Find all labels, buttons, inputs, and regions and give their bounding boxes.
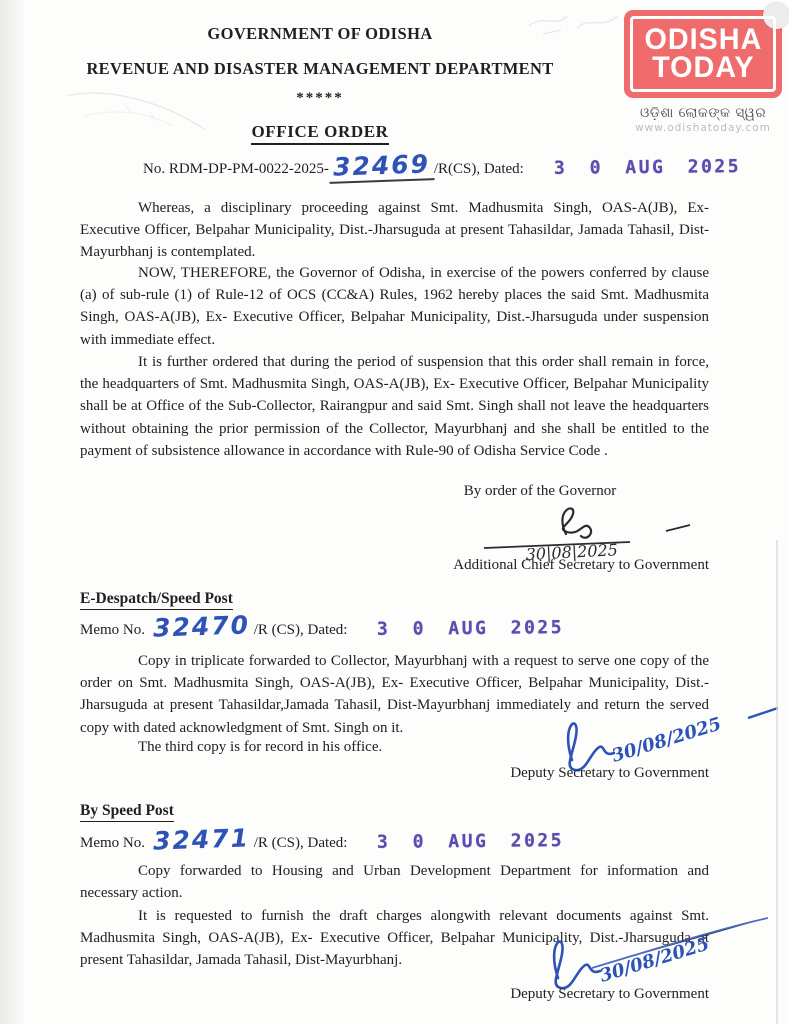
logo-website-url: www.odishatoday.com xyxy=(635,122,771,134)
speedpost-paragraph-2: It is requested to furnish the draft charges alongwith relevant documents against Smt. Madhusmita Singh, OAS-A(JB), Ex- Executive Officer, Belpahar Municipality, Dist.-Jharsuguda at present Tahasildar, Jamada Tahasil, Dist-Mayurbhanj. xyxy=(80,908,709,969)
paragraph-whereas: Whereas, a disciplinary proceeding against Smt. Madhusmita Singh, OAS-A(JB), Ex- Executive Officer, Belpahar Municipality, Dist.-Jharsuguda at present Tahasildar, Jamada Tahasil, Dist-Mayurbhanj is contemplated. xyxy=(80,200,709,261)
section-heading-speedpost: By Speed Post xyxy=(80,802,174,822)
deputy-signature-date-1: 30/08/2025 xyxy=(609,713,724,767)
government-title: GOVERNMENT OF ODISHA xyxy=(207,24,433,43)
signature-loop-icon xyxy=(554,942,600,989)
deputy-signature-date-2: 30/08/2025 xyxy=(597,933,712,987)
third-copy-paragraph: The third copy is for record in his office. xyxy=(138,739,383,755)
order-number-prefix: No. RDM-DP-PM-0022-2025- xyxy=(143,161,329,177)
order-number-line xyxy=(143,150,741,181)
office-order-title: OFFICE ORDER xyxy=(251,122,388,145)
handwritten-memo-number-1: 32470 xyxy=(152,610,251,643)
deputy-secretary-title-1: Deputy Secretary to Government xyxy=(510,765,709,781)
date-stamp: 3 0 AUG 2025 xyxy=(553,156,741,179)
paragraph-further-ordered: It is further ordered that during the period of suspension that this order shall remain in force, the headquarters of Smt. Madhusmita Singh, OAS-A(JB), Ex- Executive Officer, Belpahar Municipality shall be at Office of the Sub-Collector, Rairangpur and said Smt. Singh shall not leave the headquarters without obtaining the prior permission of the Collector, Mayurbhanj and she shall be entitled to the payment of subsistence allowance in accordance with Rule-90 of Odisha Service Code . xyxy=(80,354,709,459)
paragraph-now-therefore: NOW, THEREFORE, the Governor of Odisha, in exercise of the powers conferred by clause (a) of sub-rule (1) of Rule-12 of OCS (CC&A) Rules, 1962 hereby places the said Smt. Madhusmita Singh, OAS-A(JB), Ex- Executive Officer, Belpahar Municipality, Dist.-Jharsuguda under suspension with immediate effect. xyxy=(80,265,709,348)
memo-label-2: Memo No. xyxy=(80,835,145,851)
signature-scribble-icon xyxy=(562,508,591,537)
despatch-paragraph: Copy in triplicate forwarded to Collector, Mayurbhanj with a request to serve one copy of the order on Smt. Madhusmita Singh, OAS-A(JB), Ex- Executive Officer, Belpahar Municipality, Dist.-Jharsuguda at present Tahasildar,Jamada Tahasil, Dist-Mayurbhanj immediately and return the served copy with dated acknowledgment of Smt. Singh on it. xyxy=(80,653,709,736)
order-number-suffix: /R(CS), Dated: xyxy=(433,161,524,177)
memo-number-line-2 xyxy=(80,823,565,856)
handwritten-order-number: 32469 xyxy=(328,149,434,184)
odisha-today-watermark xyxy=(623,10,783,134)
logo-text-line2: TODAY xyxy=(651,51,755,84)
memo-label: Memo No. xyxy=(80,622,145,638)
section-heading-edespatch: E-Despatch/Speed Post xyxy=(80,590,233,610)
logo-tagline-odia: ଓଡ଼ିଶା ଲୋକଙ୍କ ସ୍ୱର xyxy=(639,105,767,121)
date-stamp-3: 3 0 AUG 2025 xyxy=(377,830,565,853)
acs-signature xyxy=(468,500,700,564)
by-order-text: By order of the Governor xyxy=(463,483,617,499)
odisha-today-logo xyxy=(624,10,782,98)
handwritten-memo-number-2: 32471 xyxy=(152,823,251,856)
signature-dash xyxy=(748,708,778,718)
memo-suffix-2: /R (CS), Dated: xyxy=(253,835,348,851)
memo-suffix: /R (CS), Dated: xyxy=(253,622,348,638)
stars-separator: ***** xyxy=(296,90,344,106)
logo-text-line1: ODISHA xyxy=(644,22,762,56)
speedpost-paragraph-1: Copy forwarded to Housing and Urban Development Department for information and necessary action. xyxy=(80,863,709,902)
date-stamp-2: 3 0 AUG 2025 xyxy=(377,617,565,640)
document-header xyxy=(0,24,640,145)
memo-number-line-1 xyxy=(80,610,565,643)
signature-loop-icon xyxy=(568,724,614,771)
signature-dash xyxy=(666,525,690,531)
department-title: REVENUE AND DISASTER MANAGEMENT DEPARTMENT xyxy=(86,59,554,78)
acs-signature-date: 30|08|2025 xyxy=(525,540,619,564)
acs-title: Additional Chief Secretary to Government xyxy=(453,557,709,573)
deputy-secretary-title-2: Deputy Secretary to Government xyxy=(510,986,709,1002)
